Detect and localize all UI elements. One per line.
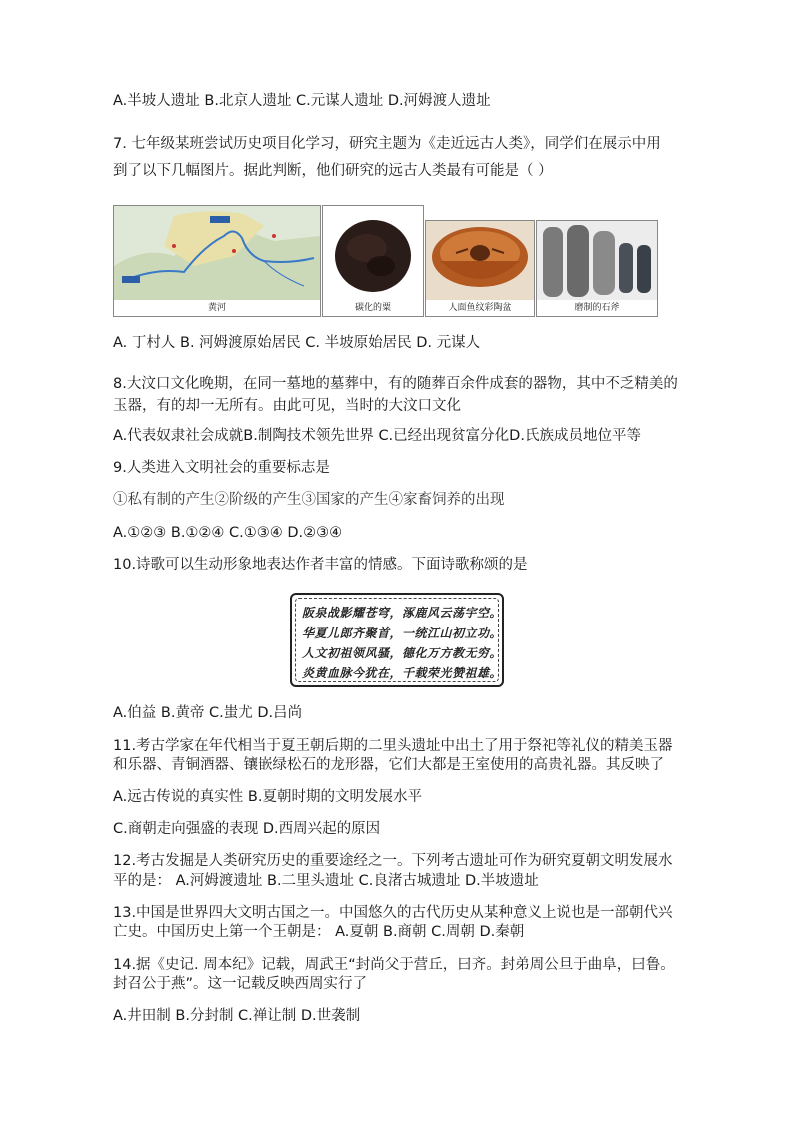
q14-stem-line1: 14.据《史记. 周本纪》记载，周武王“封尚父于营丘，曰齐。封弟周公旦于曲阜，曰鲁。 bbox=[113, 957, 675, 973]
q10-stem: 10.诗歌可以生动形象地表达作者丰富的情感。下面诗歌称颂的是 bbox=[113, 557, 528, 573]
q9-items: ①私有制的产生②阶级的产生③国家的产生④家畜饲养的出现 bbox=[113, 492, 505, 508]
figure-caption: 黄河 bbox=[114, 300, 320, 316]
q14-stem-line2: 封召公于燕”。这一记载反映西周实行了 bbox=[113, 976, 368, 992]
figure-caption: 人面鱼纹彩陶盆 bbox=[426, 300, 534, 316]
q12-stem-line2: 平的是： A.河姆渡遗址 B.二里头遗址 C.良渚古城遗址 D.半坡遗址 bbox=[113, 873, 539, 889]
pottery-image bbox=[426, 221, 534, 300]
q9-options: A.①②③ B.①②④ C.①③④ D.②③④ bbox=[113, 525, 343, 541]
q7-stem-line2: 到了以下几幅图片。据此判断，他们研究的远古人类最有可能是（ ） bbox=[113, 163, 553, 179]
q13-stem-line2: 亡史。中国历史上第一个王朝是： A.夏朝 B.商朝 C.周朝 D.秦朝 bbox=[113, 924, 525, 940]
q10-options: A.伯益 B.黄帝 C.蚩尤 D.吕尚 bbox=[113, 705, 303, 721]
q11-options-row1: A.远古传说的真实性 B.夏朝时期的文明发展水平 bbox=[113, 789, 422, 805]
q7-stem-line1: 7. 七年级某班尝试历史项目化学习，研究主题为《走近远古人类》，同学们在展示中用 bbox=[113, 136, 661, 152]
pottery-basin-figure bbox=[425, 220, 535, 317]
q8-options: A.代表奴隶社会成就B.制陶技术领先世界 C.已经出现贫富分化D.氏族成员地位平等 bbox=[113, 428, 641, 444]
poem-line: 阪泉战影耀苍穹，涿鹿风云荡宇空。 bbox=[302, 606, 503, 620]
q9-stem: 9.人类进入文明社会的重要标志是 bbox=[113, 460, 330, 476]
q11-stem-line2: 和乐器、青铜酒器、镶嵌绿松石的龙形器，它们大都是王室使用的高贵礼器。其反映了 bbox=[113, 757, 664, 773]
q12-stem-line1: 12.考古发掘是人类研究历史的重要途经之一。下列考古遗址可作为研究夏朝文明发展水 bbox=[113, 853, 673, 869]
q11-options-row2: C.商朝走向强盛的表现 D.西周兴起的原因 bbox=[113, 821, 381, 837]
q7-options: A. 丁村人 B. 河姆渡原始居民 C. 半坡原始居民 D. 元谋人 bbox=[113, 335, 481, 351]
q11-stem-line1: 11.考古学家在年代相当于夏王朝后期的二里头遗址中出土了用于祭祀等礼仪的精美玉器 bbox=[113, 738, 673, 754]
poem-line: 华夏儿郎齐聚首，一统江山初立功。 bbox=[302, 626, 503, 640]
poem-line: 炎黄血脉今犹在，千载荣光赞祖雄。 bbox=[302, 666, 503, 680]
carbonized-millet-figure bbox=[322, 205, 424, 317]
yellow-river-map-figure bbox=[113, 205, 321, 317]
figure-caption: 磨制的石斧 bbox=[537, 300, 657, 316]
q14-options: A.井田制 B.分封制 C.禅让制 D.世袭制 bbox=[113, 1008, 361, 1024]
q13-stem-line1: 13.中国是世界四大文明古国之一。中国悠久的古代历史从某种意义上说也是一部朝代兴 bbox=[113, 905, 673, 921]
poem-box bbox=[290, 593, 504, 687]
stone-axe-figure bbox=[536, 220, 658, 317]
stone-axe-image bbox=[537, 221, 657, 300]
q6-options: A.半坡人遗址 B.北京人遗址 C.元谋人遗址 D.河姆渡人遗址 bbox=[113, 93, 491, 109]
millet-image bbox=[323, 206, 423, 300]
map-image bbox=[114, 206, 320, 300]
q8-stem-line1: 8.大汶口文化晚期，在同一墓地的墓葬中，有的随葬百余件成套的器物，其中不乏精美的 bbox=[113, 376, 678, 392]
figure-caption: 碳化的粟 bbox=[323, 300, 423, 316]
q8-stem-line2: 玉器，有的却一无所有。由此可见，当时的大汶口文化 bbox=[113, 398, 461, 414]
poem-line: 人文初祖领风骚，德化万方教无穷。 bbox=[302, 646, 503, 660]
